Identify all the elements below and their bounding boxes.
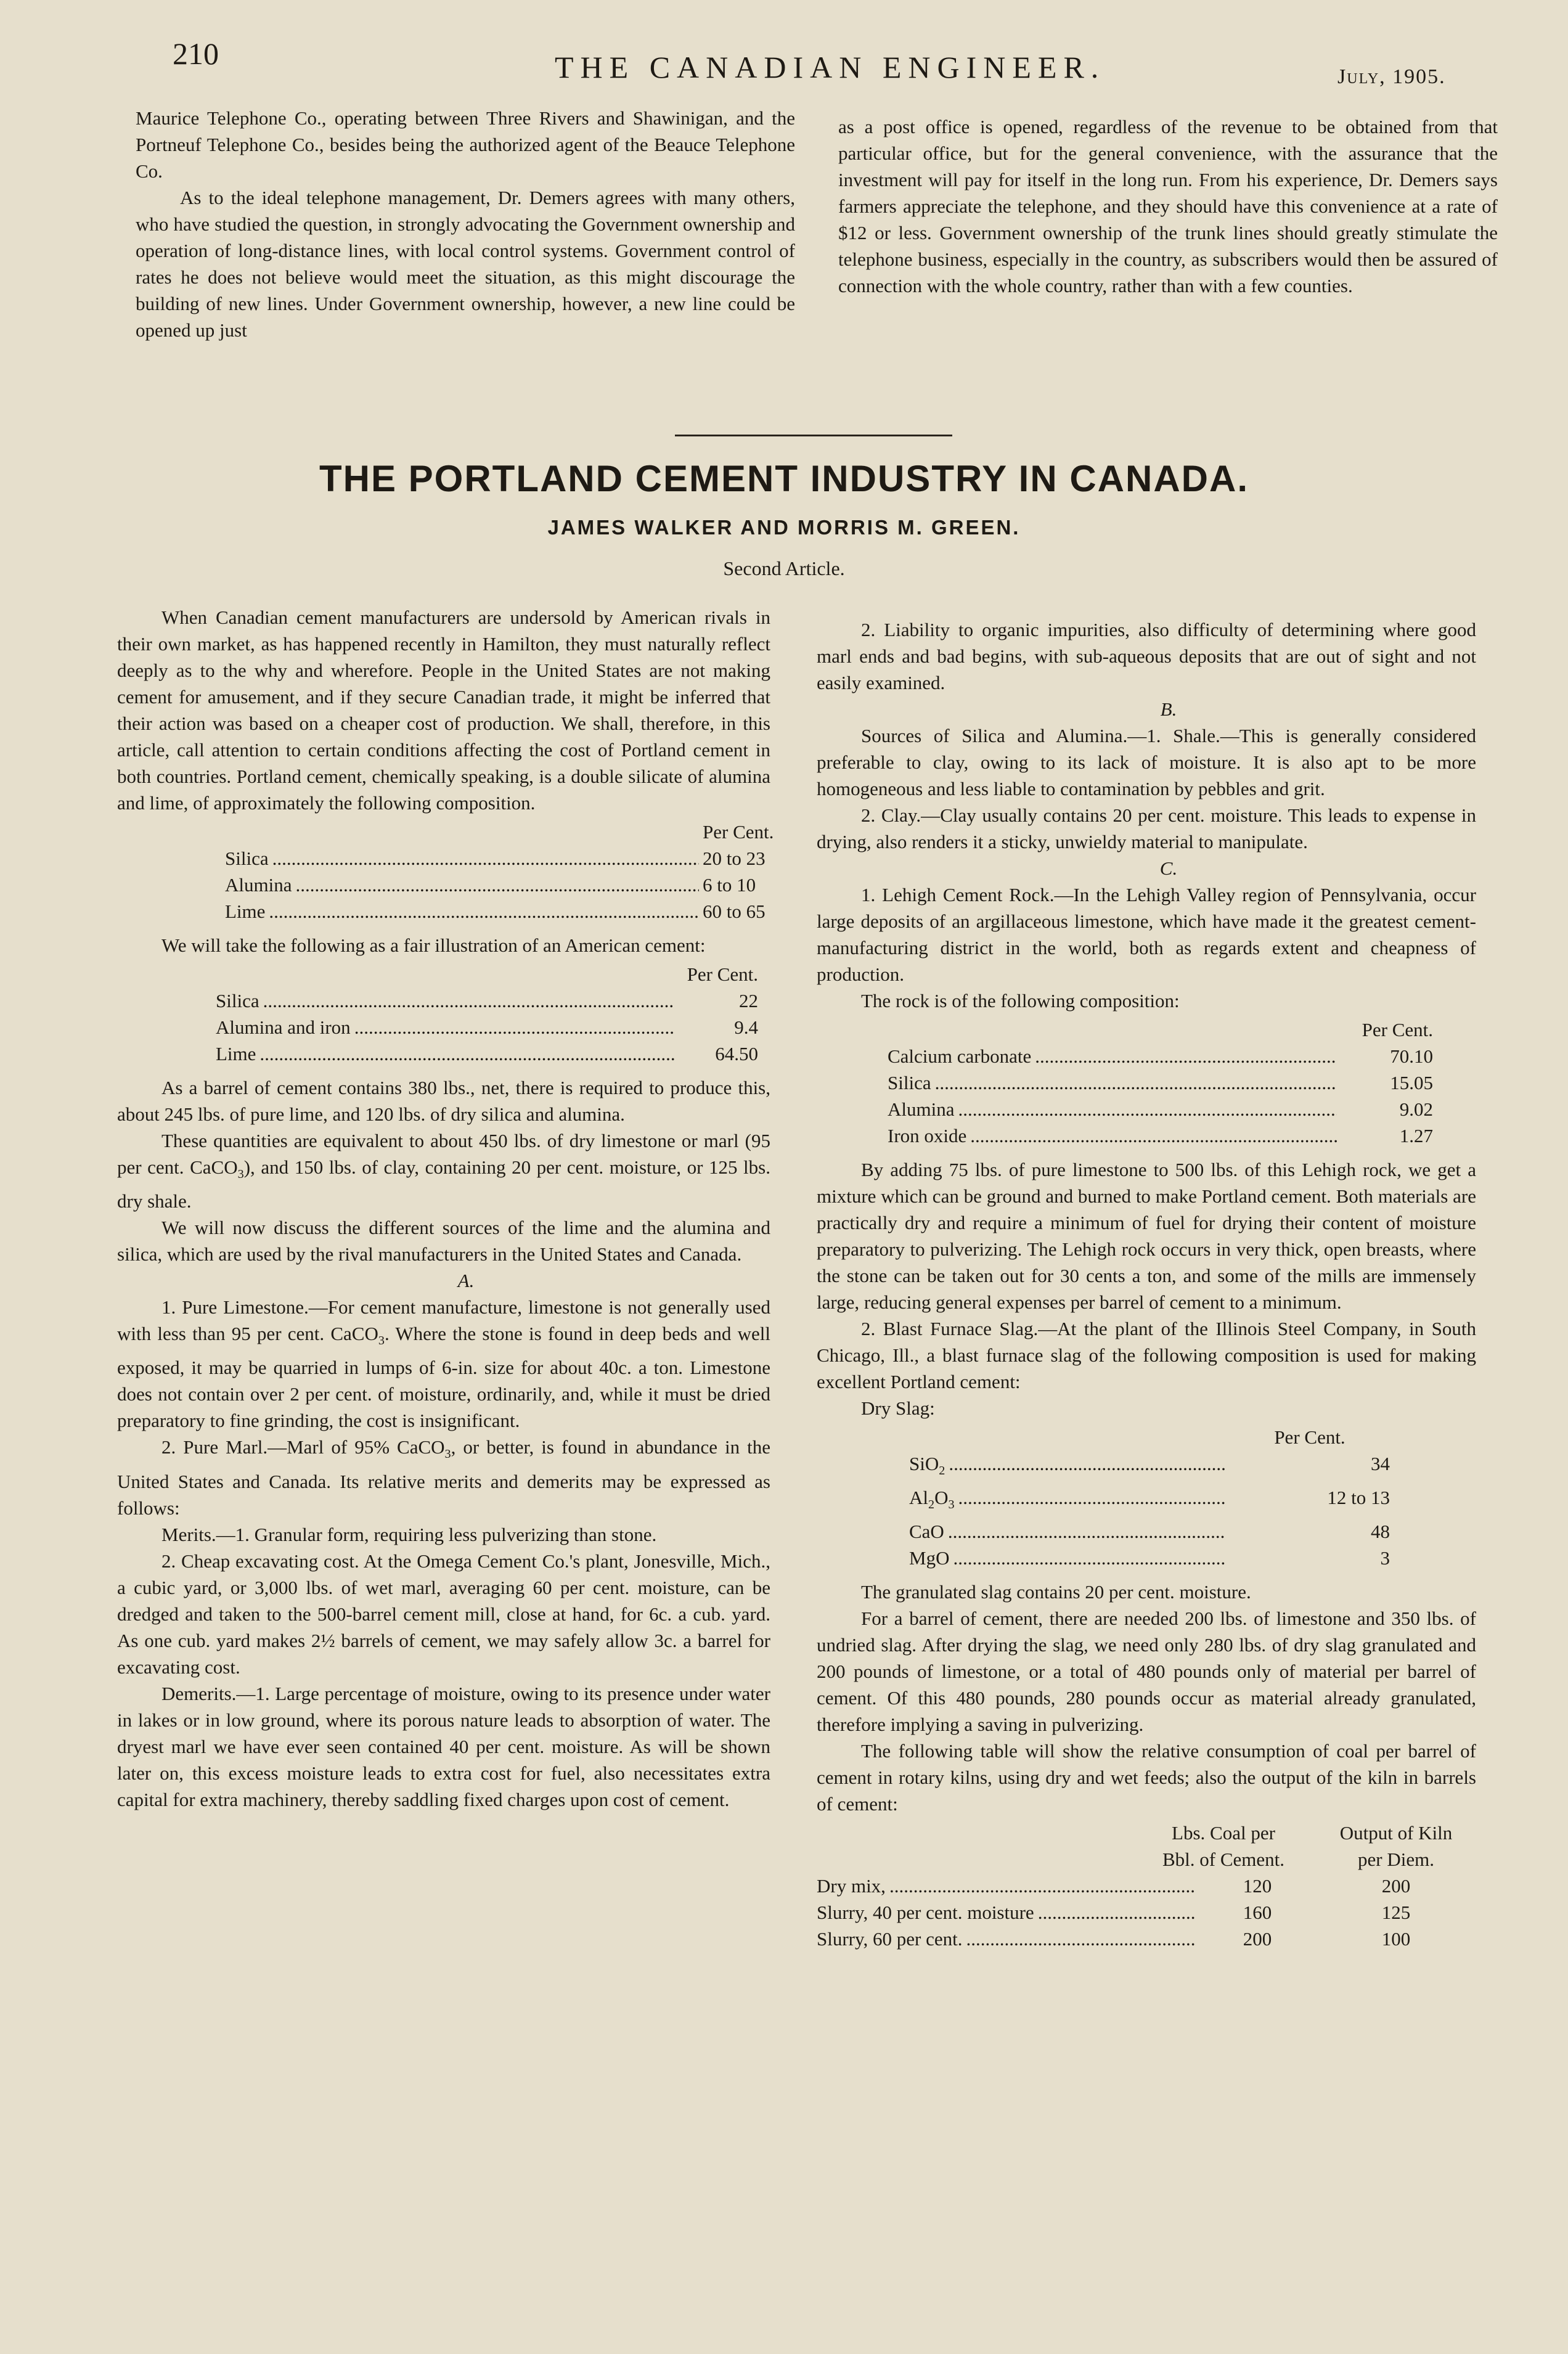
paragraph: Merits.—1. Granular form, requiring less pulverizing than stone. [161, 1523, 657, 1545]
article-left-column [117, 604, 774, 1813]
paragraph: 2. Clay.—Clay usually contains 20 per cent. moisture. This leads to expense in drying, also renders it a sticky, unwieldy material to manipulate. [817, 804, 1476, 852]
paragraph: Sources of Silica and Alumina.—1. Shale.—This is generally considered preferable to clay, owing to its lack of moisture. It is also apt to be more homogeneous and less liable to contamination by pebbles and grit. [817, 725, 1476, 799]
section-heading: B. [1160, 698, 1177, 720]
table-row: Iron oxide ..... 1.27 [888, 1122, 1433, 1149]
table-header: Per Cent. [703, 821, 774, 843]
table-row: Calcium carbonate ..... 70.10 [888, 1043, 1433, 1069]
table-row: Slurry, 40 per cent. moisture ..... 160 125 [817, 1899, 1476, 1926]
lehigh-rock-table [888, 1016, 1433, 1149]
paragraph: As to the ideal telephone management, Dr. Demers agrees with many others, who have studied the question, in strongly advocating the Government ownership and operation of long-distance lines, with local control systems. Government control of rates he does not believe would meet the situation, as this might discourage the building of new lines. Under Government ownership, however, a new line could be opened up just [136, 187, 795, 341]
paragraph: The following table will show the relative consumption of coal per barrel of cement in rotary kilns, using dry and wet feeds; also the output of the kiln in barrels of cement: [817, 1740, 1476, 1815]
paragraph: 2. Cheap excavating cost. At the Omega Cement Co.'s plant, Jonesville, Mich., a cubic yard, or 3,000 lbs. of wet marl, averaging 60 per cent. moisture, can be dredged and taken to the 500-barrel cement mill, close at hand, for 6c. a cub. yard. As one cub. yard makes 2½ barrels of cement, we may safely allow 3c. a barrel for excavating cost. [117, 1550, 770, 1678]
paragraph: as a post office is opened, regardless of the revenue to be obtained from that particular office, but for the general convenience, with the assurance that the investment will pay for itself in the long run. From his experience, Dr. Demers says farmers appreciate the telephone, and they should have this convenience at a rate of $12 or less. Government ownership of the trunk lines should greatly stimulate the telephone business, especially in the country, as subscribers would then be assured of connection with the whole country, rather than with a few counties. [838, 116, 1498, 296]
paragraph: 1. Pure Limestone.—For cement manufacture, limestone is not generally used with less than 95 per cent. CaCO$_3$. Where the stone is found in deep beds and well exposed, it may be quarried in lumps of 6-in. size for about 40c. a ton. Limestone does not contain over 2 per cent. of moisture, ordinarily, and, while it must be dried preparatory to fine grinding, the cost is insignificant. [117, 1296, 771, 1432]
paragraph: Maurice Telephone Co., operating between Three Rivers and Shawinigan, and the Portneuf Telephone Co., besides being the authorized agent of the Beauce Telephone Co. [136, 107, 795, 182]
table-row: Silica ..... 20 to 23 [225, 845, 795, 872]
paragraph: These quantities are equivalent to about 450 lbs. of dry limestone or marl (95 per cent. CaCO$_3$), and 150 lbs. of clay, containing 20 per cent. moisture, or 125 lbs. dry shale. [117, 1130, 770, 1212]
table-row: MgO ..... 3 [909, 1545, 1390, 1571]
kiln-consumption-table [817, 1820, 1476, 1952]
table-row: Alumina and iron ..... 9.4 [216, 1014, 758, 1040]
paragraph: For a barrel of cement, there are needed 200 lbs. of limestone and 350 lbs. of undried slag. After drying the slag, we need only 280 lbs. of dry slag granulated and 200 pounds of limestone, or a total of 480 pounds only of material per barrel of cement. Of this 480 pounds, 280 pounds occur as material already granulated, therefore implying a saving in pulverizing. [817, 1608, 1476, 1736]
paragraph: The granulated slag contains 20 per cent. moisture. [861, 1581, 1251, 1603]
article-right-column [817, 616, 1476, 1960]
paragraph: 2. Liability to organic impurities, also difficulty of determining where good marl ends and bad begins, with sub-aqueous deposits that are out of sight and not easily examined. [817, 619, 1476, 693]
dry-slag-table [909, 1424, 1390, 1571]
table-row: SiO$_2$ ..... 34 [909, 1450, 1390, 1484]
paragraph: 2. Blast Furnace Slag.—At the plant of the Illinois Steel Company, in South Chicago, Ill., a blast furnace slag of the following composition is used for making excellent Portland cement: [817, 1318, 1476, 1392]
paragraph: As a barrel of cement contains 380 lbs., net, there is required to produce this, about 245 lbs. of pure lime, and 120 lbs. of dry silica and alumina. [117, 1077, 770, 1125]
paragraph: By adding 75 lbs. of pure limestone to 500 lbs. of this Lehigh rock, we get a mixture which can be ground and burned to make Portland cement. Both materials are practically dry and require a minimum of fuel for drying their content of moisture preparatory to pulverizing. The Lehigh rock occurs in very thick, open breasts, where the stone can be taken out for 30 cents a ton, and some of the mills are immensely large, reducing general expenses per barrel of cement to a minimum. [817, 1159, 1476, 1313]
article-subtitle: Second Article. [723, 557, 845, 579]
table-row: Silica ..... 22 [216, 987, 758, 1014]
paragraph: 2. Pure Marl.—Marl of 95% CaCO$_3$, or better, is found in abundance in the United States and Canada. Its relative merits and demerits may be expressed as follows: [117, 1436, 770, 1519]
table-row: Lime ..... 60 to 65 [225, 898, 795, 925]
table-row: Alumina ..... 6 to 10 [225, 872, 795, 898]
table-row: Alumina ..... 9.02 [888, 1096, 1433, 1122]
paragraph: We will now discuss the different sources of the lime and the alumina and silica, which are used by the rival manufacturers in the United States and Canada. [117, 1217, 770, 1265]
section-heading: A. [457, 1270, 475, 1292]
table-row: Silica ..... 15.05 [888, 1069, 1433, 1096]
section-divider [675, 435, 952, 436]
table-header: Per Cent. [1274, 1426, 1345, 1448]
paragraph: 1. Lehigh Cement Rock.—In the Lehigh Valley region of Pennsylvania, occur large deposits of an argillaceous limestone, which have made it the greatest cement-manufacturing district in the world, both as regards extent and cheapness of production. [817, 884, 1476, 985]
table-row: Dry mix, ..... 120 200 [817, 1873, 1476, 1899]
table-row: Slurry, 60 per cent. ..... 200 100 [817, 1926, 1476, 1952]
table-row: CaO ..... 48 [909, 1518, 1390, 1545]
article-title: THE PORTLAND CEMENT INDUSTRY IN CANADA. [319, 458, 1249, 499]
paragraph: Demerits.—1. Large percentage of moisture, owing to its presence under water in lakes or in low ground, where its porous nature leads to absorption of water. The dryest marl we have ever seen contained 40 per cent. moisture. As will be shown later on, this excess moisture leads to extra cost for fuel, also necessitates extra capital for extra machinery, thereby saddling fixed charges upon cost of cement. [117, 1682, 770, 1810]
section-heading: C. [1159, 857, 1178, 879]
table-row: Lime ..... 64.50 [216, 1040, 758, 1067]
paragraph: When Canadian cement manufacturers are undersold by American rivals in their own market, as has happened recently in Hamilton, they must naturally reflect deeply as to the why and wherefore. People in the United States are not making cement for amusement, and if they secure Canadian trade, it might be inferred that their action was based on a cheaper cost of production. We shall, therefore, in this article, call attention to certain conditions affecting the cost of Portland cement in both countries. Portland cement, chemically speaking, is a double silicate of alumina and lime, of approximately the following composition. [117, 607, 770, 814]
cement-composition-table [225, 819, 795, 925]
running-title: THE CANADIAN ENGINEER. [555, 50, 1106, 84]
table-header: Lbs. Coal per Bbl. of Cement. Output of Kiln per Diem. [1162, 1822, 1453, 1871]
issue-date: July, 1905. [1337, 65, 1446, 88]
table-header: Per Cent. [687, 963, 758, 985]
page-number: 210 [173, 36, 219, 71]
article-authors: JAMES WALKER AND MORRIS M. GREEN. [547, 516, 1021, 539]
paragraph: We will take the following as a fair illustration of an American cement: [161, 934, 706, 956]
american-cement-table [216, 961, 758, 1067]
paragraph: The rock is of the following composition: [861, 990, 1180, 1011]
paragraph: Dry Slag: [861, 1397, 935, 1419]
continued-article-left-column [136, 105, 795, 343]
table-header: Per Cent. [1362, 1019, 1433, 1040]
table-row: $Al_2O_3$ ..... 12 to 13 [909, 1484, 1390, 1518]
continued-article-right-column [838, 113, 1498, 299]
